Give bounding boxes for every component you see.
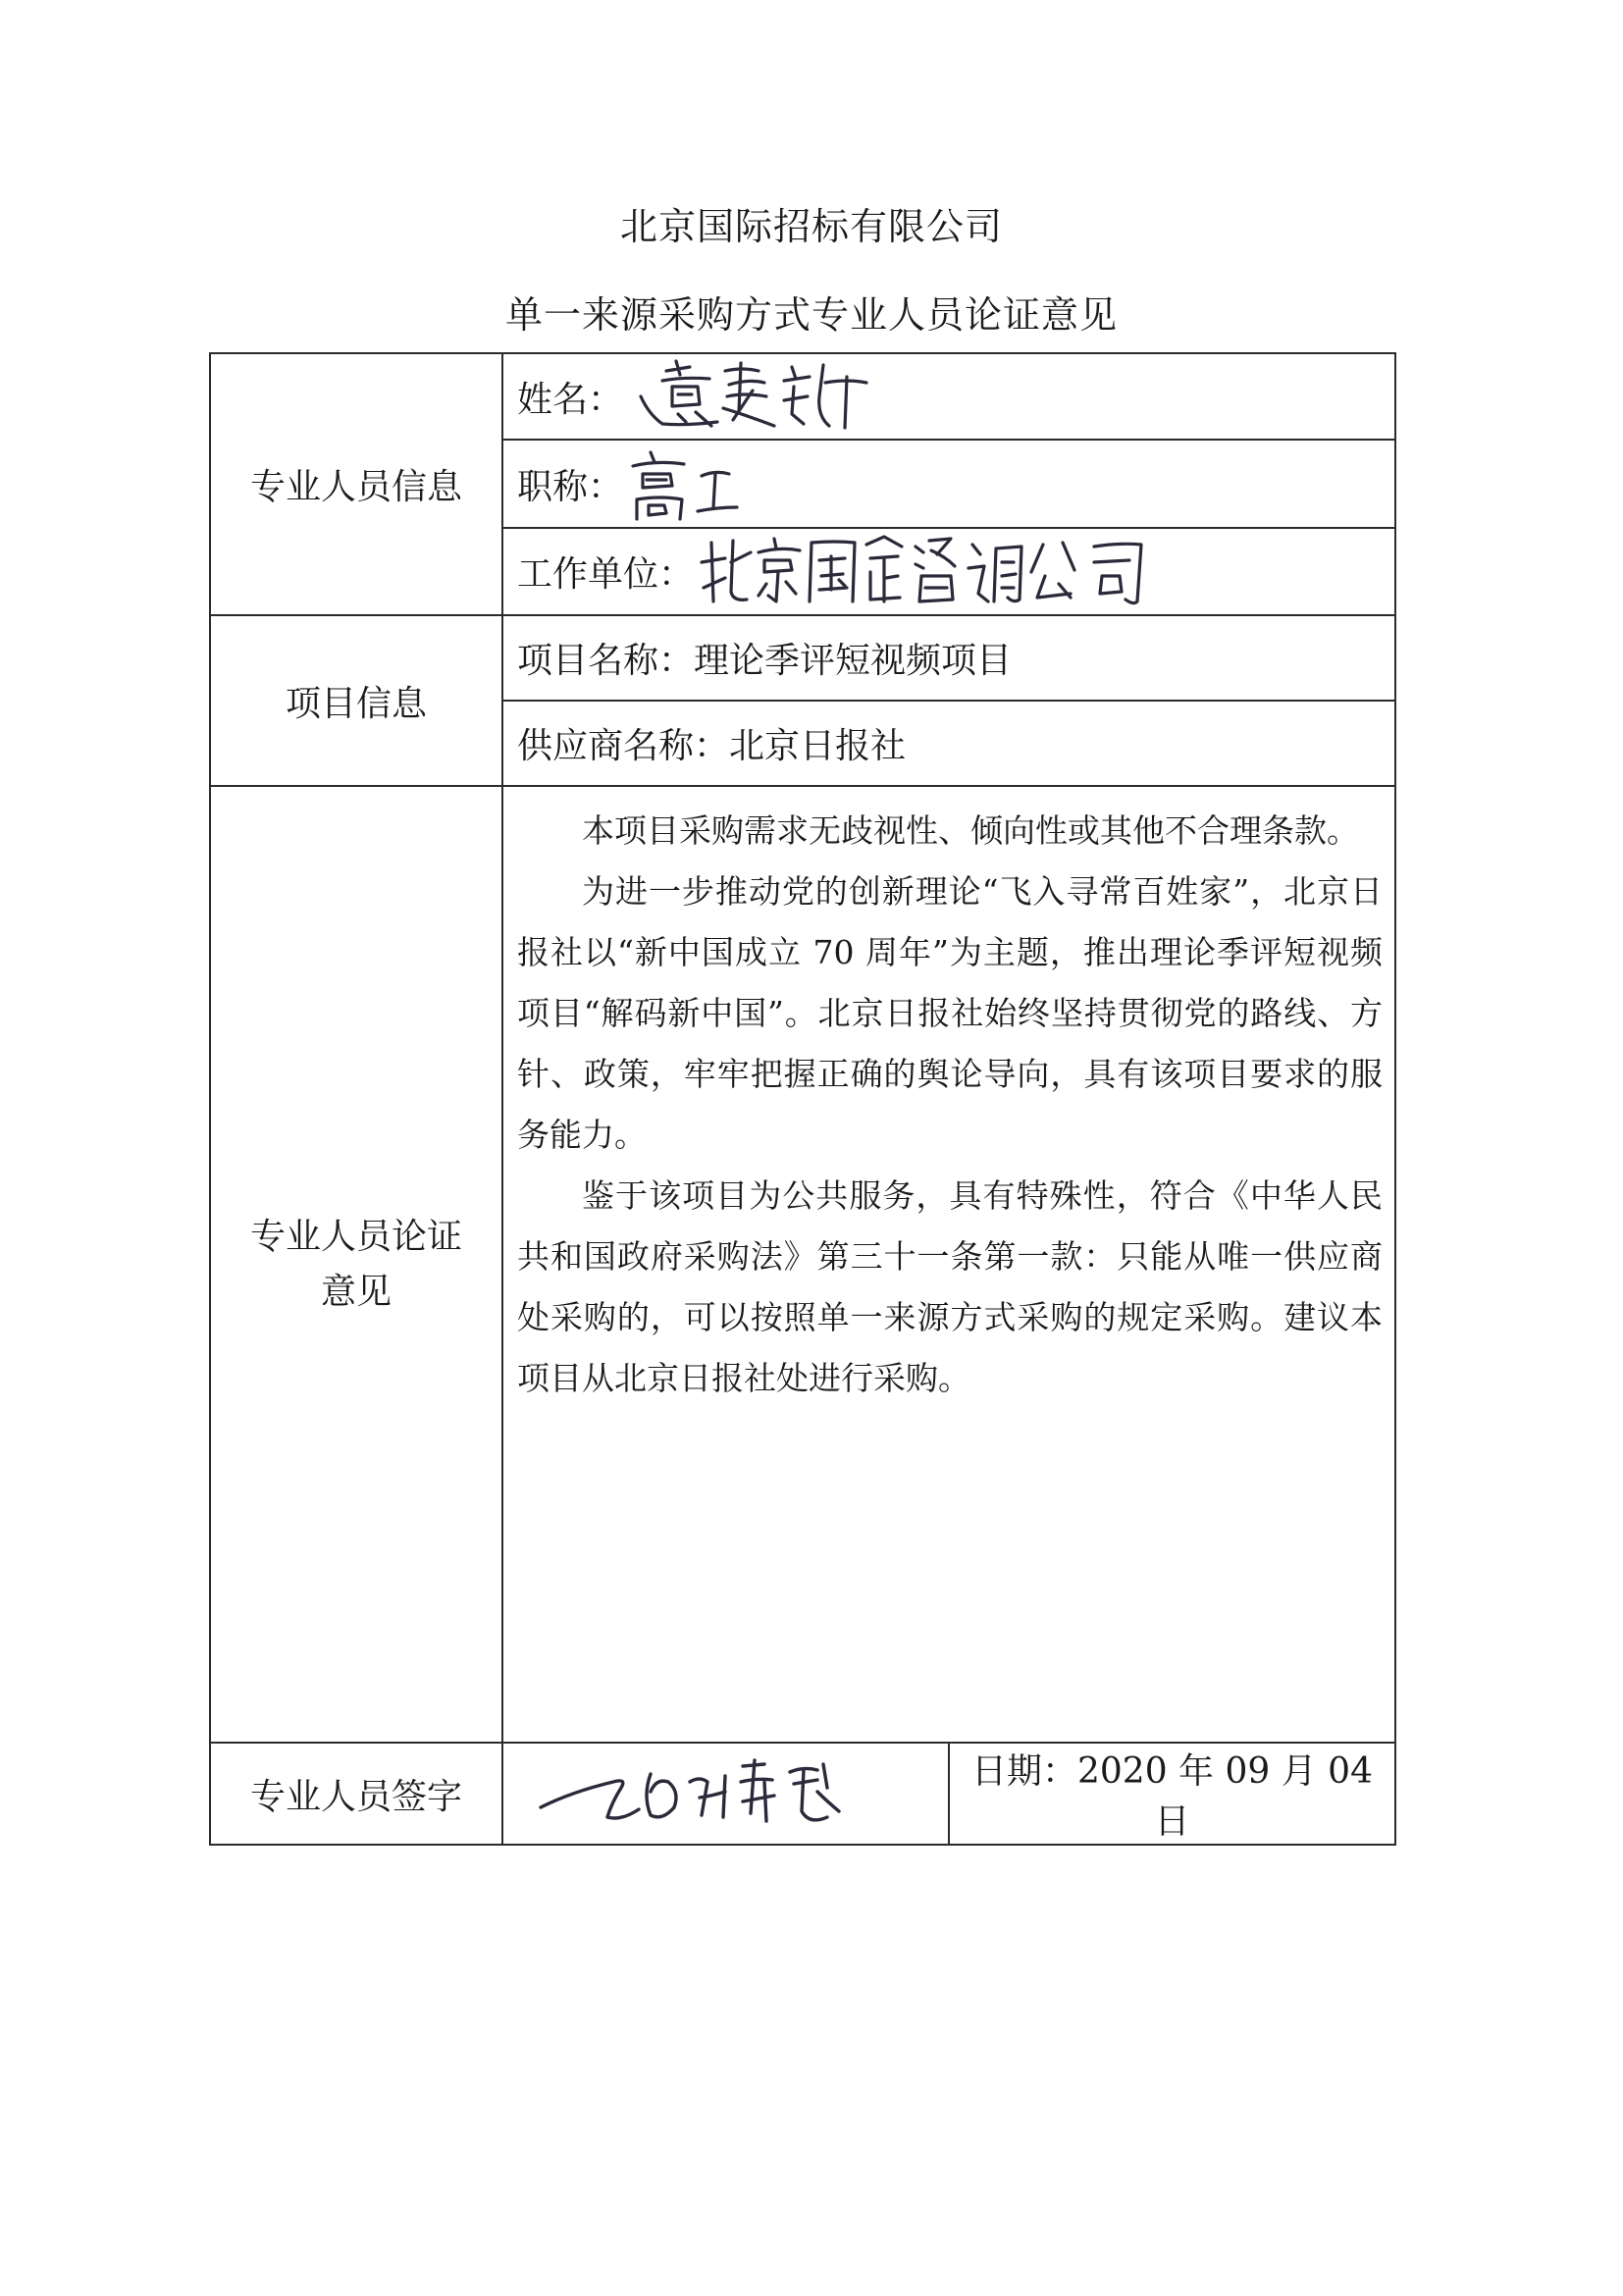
handwritten-name	[627, 357, 902, 436]
company-name: 北京国际招标有限公司	[619, 205, 1003, 248]
employer-label: 工作单位：	[517, 554, 695, 595]
opinion-paragraph: 为进一步推动党的创新理论“飞入寻常百姓家”，北京日报社以“新中国成立 70 周年”为主题，推出理论季评短视频项目“解码新中国”。北京日报社始终坚持贯彻党的路线、方针、政策，牢牢把握正确的舆论导向，具有该项目要求的服务能力。	[517, 872, 1383, 1154]
project-info-label: 项目信息	[210, 615, 502, 786]
signature-box	[502, 1743, 949, 1845]
document-title: 单一来源采购方式专业人员论证意见	[504, 293, 1118, 337]
project-name-label: 项目名称：	[517, 641, 695, 681]
opinion-text	[502, 786, 1395, 1743]
certification-form	[209, 352, 1396, 1846]
supplier-label: 供应商名称：	[517, 726, 730, 766]
project-name-value: 理论季评短视频项目	[694, 641, 1013, 681]
sign-date: 日期：2020 年 09 月 04 日	[949, 1743, 1395, 1845]
opinion-label-line2: 意见	[320, 1271, 392, 1312]
opinion-paragraph: 本项目采购需求无歧视性、倾向性或其他不合理条款。	[582, 811, 1359, 850]
supplier-value: 北京日报社	[729, 726, 907, 766]
supplier-field	[502, 701, 1395, 786]
employer-field	[502, 528, 1395, 615]
expert-info-label: 专业人员信息	[210, 353, 502, 615]
name-field	[502, 353, 1395, 440]
opinion-label-line1: 专业人员论证	[249, 1216, 462, 1257]
handwritten-signature	[533, 1752, 965, 1835]
name-label: 姓名：	[517, 379, 624, 420]
opinion-paragraph: 鉴于该项目为公共服务，具有特殊性，符合《中华人民共和国政府采购法》第三十一条第一款：只能从唯一供应商处采购的，可以按照单一来源方式采购的规定采购。建议本项目从北京日报社处进行采购。	[517, 1176, 1383, 1397]
project-name-field	[502, 615, 1395, 701]
title-field	[502, 440, 1395, 528]
handwritten-employer	[698, 533, 1188, 611]
handwritten-title	[627, 444, 774, 523]
title-label: 职称：	[517, 466, 624, 507]
signature-label: 专业人员签字	[210, 1743, 502, 1845]
opinion-label	[210, 786, 502, 1743]
